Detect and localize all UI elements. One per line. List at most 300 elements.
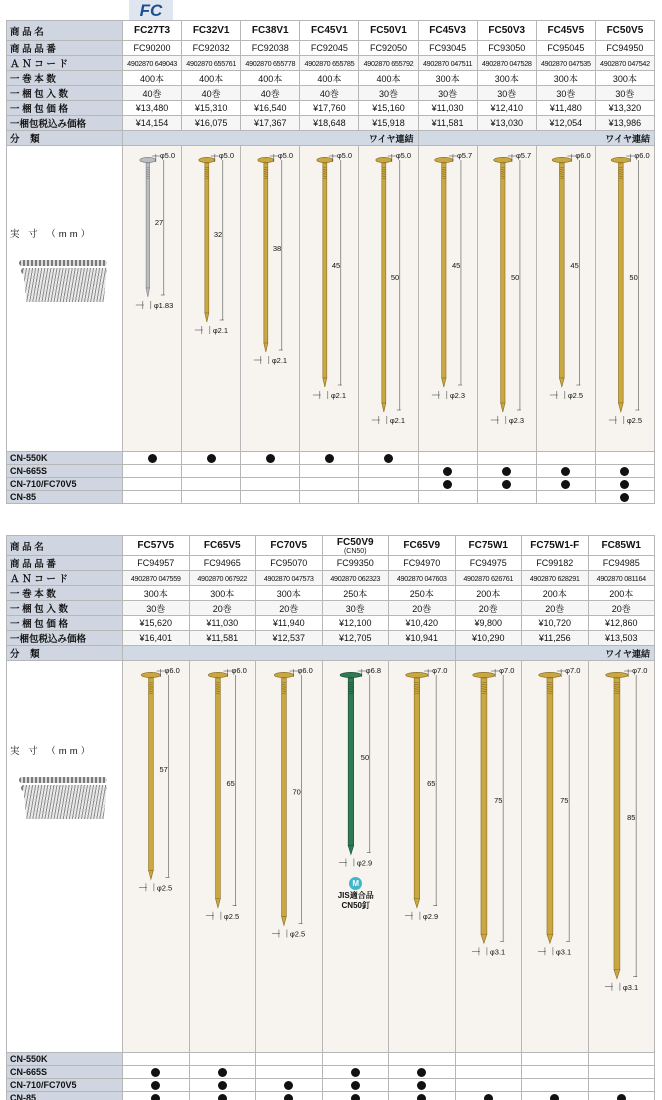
- compat-cell: [536, 452, 595, 465]
- cell-per_roll: [182, 71, 241, 86]
- nail-shank: [205, 163, 209, 313]
- shank-diameter-label: φ2.5: [223, 911, 239, 921]
- row-label: 一梱包税込み価格: [7, 116, 123, 131]
- value-price: ¥17,760: [313, 103, 346, 113]
- cell-per_pack: [189, 601, 256, 616]
- cell-code: [256, 556, 323, 571]
- cell-per_roll: [322, 586, 389, 601]
- cell-name: [241, 21, 300, 41]
- value-code: FC99350: [336, 558, 374, 568]
- cell-code: [123, 41, 182, 56]
- class-label: ワイヤ連結: [605, 133, 650, 144]
- tool-name: CN-550K: [7, 1053, 123, 1066]
- compat-cell: [189, 1079, 256, 1092]
- compat-bullet-icon: [443, 467, 452, 476]
- value-per_pack: 40巻: [142, 88, 162, 99]
- row-tool: [7, 452, 655, 465]
- cell-jan: [389, 571, 456, 586]
- compat-cell: [241, 465, 300, 478]
- cell-price_tax: [418, 116, 477, 131]
- value-price_tax: ¥12,537: [272, 633, 306, 643]
- value-jan: 4902870 047528: [481, 59, 532, 68]
- value-jan: 4902870 081164: [596, 574, 646, 583]
- compat-cell: [595, 452, 654, 465]
- nail-cell: [322, 661, 389, 1053]
- nail-shank: [559, 163, 564, 378]
- size-label: 実 寸 （mm）: [10, 746, 94, 757]
- value-code: FC93045: [429, 43, 467, 53]
- product-subname: (CN50): [343, 547, 367, 555]
- cell-code: [189, 556, 256, 571]
- head-diameter-label: φ5.0: [159, 151, 176, 160]
- nail-tip: [382, 403, 386, 412]
- compat-cell: [123, 452, 182, 465]
- compat-bullet-icon: [351, 1094, 360, 1100]
- compat-bullet-icon: [443, 480, 452, 489]
- row-code: [7, 556, 655, 571]
- value-price_tax: ¥16,401: [139, 633, 173, 643]
- nail-shank: [480, 678, 486, 934]
- cell-name: [595, 21, 654, 41]
- value-per_pack: 30巻: [497, 88, 517, 99]
- spec-table-2: [6, 535, 655, 1100]
- head-diameter-label: φ7.0: [565, 666, 581, 675]
- nail-shank: [441, 163, 445, 378]
- nail-cell: [389, 661, 456, 1053]
- row-name: [7, 536, 655, 556]
- cell-price_tax: [256, 631, 323, 646]
- brand-tab: FC: [129, 0, 173, 20]
- compat-bullet-icon: [617, 1094, 626, 1100]
- value-per_roll: 300本: [210, 588, 235, 599]
- cell-code: [389, 556, 456, 571]
- tool-name: CN-710/FC70V5: [7, 478, 123, 491]
- nail-head: [472, 672, 494, 677]
- class-label: ワイヤ連結: [368, 133, 414, 144]
- nail-head: [605, 672, 627, 677]
- compat-bullet-icon: [218, 1094, 227, 1100]
- row-per_roll: [7, 586, 655, 601]
- row-label: Ａ Ｎ コ ー ド: [7, 571, 123, 586]
- nail-diagram: [589, 661, 655, 1053]
- value-per_roll: 250本: [409, 588, 434, 599]
- jis-line2: CN50釘: [341, 900, 370, 910]
- row-name: [7, 21, 655, 41]
- class-group: [123, 646, 456, 661]
- shank-diameter-label: φ3.1: [622, 982, 638, 992]
- nail-shank: [348, 678, 354, 846]
- nail-tip: [205, 313, 209, 322]
- nail-cell: [359, 146, 418, 452]
- value-price: ¥13,480: [135, 103, 169, 113]
- product-name: FC50V9: [336, 536, 374, 548]
- compat-cell: [182, 465, 241, 478]
- row-classification: [7, 131, 655, 146]
- cell-price: [536, 101, 595, 116]
- row-label: 一 巻 本 数: [7, 71, 123, 86]
- value-code: FC92038: [251, 43, 289, 53]
- product-name: FC50V1: [370, 25, 407, 36]
- row-per_roll: [7, 71, 655, 86]
- head-diameter-label: φ5.7: [456, 151, 472, 160]
- value-jan: 4902870 655761: [186, 59, 237, 68]
- compat-bullet-icon: [284, 1081, 293, 1090]
- cell-jan: [455, 571, 522, 586]
- compat-cell: [256, 1079, 323, 1092]
- shank-diameter-label: φ2.1: [272, 356, 288, 365]
- value-price: ¥12,860: [604, 618, 638, 628]
- length-label: 32: [213, 229, 223, 239]
- value-per_pack: 30巻: [615, 88, 635, 99]
- nail-cell: [241, 146, 300, 452]
- value-price: ¥9,800: [474, 618, 503, 628]
- value-price_tax: ¥16,075: [194, 118, 228, 128]
- cell-per_pack: [123, 601, 190, 616]
- row-tool: [7, 478, 655, 491]
- shank-diameter-label: φ1.83: [153, 301, 174, 310]
- value-per_roll: 300本: [612, 73, 637, 84]
- cell-per_pack: [595, 86, 654, 101]
- cell-price: [300, 101, 359, 116]
- nail-diagram: [419, 146, 478, 452]
- cell-name: [123, 21, 182, 41]
- value-code: FC92045: [310, 43, 348, 53]
- cell-per_roll: [189, 586, 256, 601]
- value-price_tax: ¥18,648: [313, 118, 346, 128]
- length-label: 70: [292, 787, 301, 797]
- cell-name: [389, 536, 456, 556]
- value-code: FC92050: [369, 43, 407, 53]
- cell-code: [241, 41, 300, 56]
- coil-nail-image: [13, 246, 113, 306]
- value-per_roll: 300本: [143, 588, 168, 599]
- row-tool: [7, 491, 655, 504]
- cell-per_pack: [359, 86, 418, 101]
- nail-cell: [477, 146, 536, 452]
- jis-line1: JIS適合品: [337, 890, 374, 900]
- nail-diagram: [537, 146, 596, 452]
- compat-cell: [189, 1092, 256, 1100]
- nail-head: [493, 157, 511, 162]
- cell-per_pack: [455, 601, 522, 616]
- value-per_pack: 20巻: [611, 603, 631, 614]
- cell-name: [522, 536, 589, 556]
- cell-per_roll: [256, 586, 323, 601]
- value-code: FC95045: [547, 43, 585, 53]
- nail-tip: [282, 917, 287, 926]
- head-diameter-label: φ7.0: [432, 666, 448, 675]
- value-price: ¥13,320: [608, 103, 642, 113]
- value-price: ¥12,410: [490, 103, 523, 113]
- class-group: [123, 131, 419, 146]
- nail-tip: [146, 288, 149, 297]
- compat-bullet-icon: [351, 1081, 360, 1090]
- nail-diagram: [596, 146, 655, 452]
- value-code: FC90200: [133, 43, 171, 53]
- cell-per_pack: [588, 601, 655, 616]
- cell-per_roll: [359, 71, 418, 86]
- size-label: 実 寸 （mm）: [10, 229, 94, 240]
- compat-cell: [300, 478, 359, 491]
- value-per_roll: 300本: [435, 73, 460, 84]
- value-code: FC94965: [203, 558, 241, 568]
- value-price_tax: ¥12,054: [549, 118, 583, 128]
- product-name: FC57V5: [137, 540, 175, 551]
- compat-bullet-icon: [207, 454, 216, 463]
- product-name: FC65V9: [403, 540, 441, 551]
- cell-per_pack: [182, 86, 241, 101]
- cell-name: [588, 536, 655, 556]
- nail-diagram: [182, 146, 241, 452]
- cell-per_pack: [300, 86, 359, 101]
- cell-price_tax: [300, 116, 359, 131]
- value-per_pack: 30巻: [556, 88, 576, 99]
- length-label: 85: [626, 812, 635, 822]
- cell-name: [189, 536, 256, 556]
- nail-tip: [149, 870, 154, 879]
- compat-cell: [359, 478, 418, 491]
- cell-name: [123, 536, 190, 556]
- row-size-diagram: [7, 661, 655, 1053]
- cell-per_pack: [256, 601, 323, 616]
- cell-per_roll: [522, 586, 589, 601]
- nail-shank: [215, 678, 220, 899]
- nail-head: [199, 157, 215, 162]
- value-per_roll: 200本: [542, 588, 567, 599]
- compat-bullet-icon: [417, 1094, 426, 1100]
- nail-head: [340, 672, 362, 677]
- compat-bullet-icon: [620, 480, 629, 489]
- cell-code: [455, 556, 522, 571]
- cell-price_tax: [477, 116, 536, 131]
- compat-cell: [418, 465, 477, 478]
- value-per_roll: 200本: [476, 588, 501, 599]
- class-group: [455, 646, 655, 661]
- tool-name: CN-665S: [7, 1066, 123, 1079]
- product-name: FC38V1: [251, 25, 289, 36]
- value-per_pack: 30巻: [438, 88, 458, 99]
- cell-per_pack: [241, 86, 300, 101]
- value-jan: 4902870 655785: [304, 59, 355, 68]
- cell-name: [477, 21, 536, 41]
- tool-name: CN-550K: [7, 452, 123, 465]
- compat-cell: [256, 1092, 323, 1100]
- head-diameter-label: φ7.0: [498, 666, 514, 675]
- value-per_pack: 20巻: [412, 603, 432, 614]
- value-code: FC94970: [403, 558, 441, 568]
- row-jan: [7, 56, 655, 71]
- value-code: FC94985: [602, 558, 640, 568]
- value-per_roll: 400本: [140, 73, 165, 84]
- value-price: ¥12,100: [338, 618, 372, 628]
- product-name: FC50V3: [488, 25, 526, 36]
- cell-per_roll: [455, 586, 522, 601]
- value-price: ¥10,420: [405, 618, 439, 628]
- value-per_pack: 40巻: [319, 88, 339, 99]
- nail-tip: [480, 934, 486, 943]
- nail-shank: [613, 678, 619, 970]
- value-per_pack: 30巻: [378, 88, 398, 99]
- value-price: ¥11,940: [272, 618, 305, 628]
- compat-bullet-icon: [218, 1068, 227, 1077]
- nail-diagram: [123, 661, 189, 1053]
- tool-name: CN-85: [7, 491, 123, 504]
- value-per_pack: 20巻: [279, 603, 299, 614]
- value-jan: 4902870 626761: [463, 574, 514, 583]
- shank-diameter-label: φ2.5: [626, 416, 642, 425]
- nail-tip: [559, 378, 564, 387]
- value-price_tax: ¥10,941: [405, 633, 439, 643]
- compat-cell: [300, 465, 359, 478]
- value-per_pack: 30巻: [345, 603, 365, 614]
- cell-jan: [189, 571, 256, 586]
- product-name: FC45V1: [311, 25, 348, 36]
- length-label: 50: [629, 273, 638, 282]
- value-per_roll: 400本: [258, 73, 283, 84]
- nail-diagram: [323, 661, 389, 1053]
- cell-price: [418, 101, 477, 116]
- nail-tip: [323, 378, 327, 387]
- nail-shank: [146, 163, 149, 288]
- compat-bullet-icon: [325, 454, 334, 463]
- compat-cell: [123, 1066, 190, 1079]
- nail-diagram: [359, 146, 418, 452]
- compat-cell: [189, 1053, 256, 1066]
- cell-price_tax: [123, 116, 182, 131]
- cell-price: [588, 616, 655, 631]
- nail-tip: [441, 378, 445, 387]
- compat-bullet-icon: [620, 467, 629, 476]
- nail-diagram: [522, 661, 588, 1053]
- value-price_tax: ¥15,918: [372, 118, 405, 128]
- nail-head: [406, 672, 428, 677]
- compat-cell: [359, 491, 418, 504]
- nail-tip: [414, 899, 420, 908]
- row-jan: [7, 571, 655, 586]
- cell-per_roll: [389, 586, 456, 601]
- cell-per_pack: [418, 86, 477, 101]
- product-name: FC45V3: [429, 25, 466, 36]
- row-tool: [7, 1066, 655, 1079]
- compat-bullet-icon: [550, 1094, 559, 1100]
- tool-name: CN-710/FC70V5: [7, 1079, 123, 1092]
- cell-price: [256, 616, 323, 631]
- value-price: ¥11,480: [549, 103, 582, 113]
- compat-cell: [588, 1053, 655, 1066]
- compat-cell: [588, 1079, 655, 1092]
- cell-price_tax: [455, 631, 522, 646]
- compat-cell: [123, 491, 182, 504]
- cell-jan: [359, 56, 418, 71]
- compat-bullet-icon: [561, 467, 570, 476]
- nail-cell: [455, 661, 522, 1053]
- jis-mark-icon: M: [349, 877, 362, 890]
- value-price: ¥16,540: [254, 103, 287, 113]
- cell-per_roll: [536, 71, 595, 86]
- cell-price_tax: [123, 631, 190, 646]
- nail-head: [208, 672, 227, 677]
- shank-diameter-label: φ2.3: [449, 391, 465, 400]
- nail-tip: [547, 934, 553, 943]
- row-classification: [7, 646, 655, 661]
- cell-price_tax: [241, 116, 300, 131]
- cell-jan: [522, 571, 589, 586]
- value-jan: 4902870 047535: [540, 59, 591, 68]
- cell-jan: [595, 56, 654, 71]
- compat-cell: [189, 1066, 256, 1079]
- row-label: [7, 661, 123, 1053]
- nail-head: [317, 157, 333, 162]
- compat-bullet-icon: [384, 454, 393, 463]
- shank-diameter-label: φ2.5: [289, 929, 306, 939]
- value-price_tax: ¥11,256: [538, 633, 571, 643]
- value-price_tax: ¥11,581: [431, 118, 464, 128]
- value-jan: 4902870 047573: [263, 574, 314, 583]
- compat-cell: [300, 452, 359, 465]
- length-label: 65: [226, 778, 235, 788]
- nail-shank: [382, 163, 386, 403]
- cell-per_pack: [522, 601, 589, 616]
- value-price_tax: ¥12,705: [338, 633, 372, 643]
- cell-price_tax: [389, 631, 456, 646]
- value-per_pack: 20巻: [212, 603, 232, 614]
- row-label: 一 梱 包 入 数: [7, 601, 123, 616]
- nail-head: [140, 157, 156, 162]
- compat-bullet-icon: [351, 1068, 360, 1077]
- cell-per_roll: [123, 71, 182, 86]
- cell-code: [359, 41, 418, 56]
- row-label: 商 品 名: [7, 536, 123, 556]
- compat-bullet-icon: [151, 1068, 160, 1077]
- cell-price: [455, 616, 522, 631]
- nail-head: [552, 157, 571, 162]
- cell-code: [418, 41, 477, 56]
- product-name: FC50V5: [606, 25, 644, 36]
- value-jan: 4902870 067922: [197, 574, 248, 583]
- value-per_pack: 20巻: [545, 603, 565, 614]
- nail-shank: [414, 678, 420, 899]
- nail-tip: [215, 899, 220, 908]
- shank-diameter-label: φ2.1: [390, 416, 406, 425]
- nail-tip: [348, 846, 354, 855]
- shank-diameter-label: φ2.1: [212, 326, 229, 335]
- value-per_roll: 200本: [609, 588, 634, 599]
- cell-per_roll: [241, 71, 300, 86]
- row-price: [7, 616, 655, 631]
- cell-price: [322, 616, 389, 631]
- value-jan: 4902870 655792: [363, 59, 414, 68]
- row-price_tax: [7, 631, 655, 646]
- compat-cell: [588, 1066, 655, 1079]
- nail-shank: [149, 678, 154, 870]
- compat-cell: [418, 491, 477, 504]
- product-name: FC45V5: [547, 25, 585, 36]
- nail-cell: [123, 146, 182, 452]
- value-code: FC99182: [536, 558, 574, 568]
- compat-cell: [455, 1066, 522, 1079]
- compat-cell: [241, 491, 300, 504]
- row-label: 一 梱 包 価 格: [7, 101, 123, 116]
- compat-cell: [522, 1092, 589, 1100]
- row-label: 一 梱 包 入 数: [7, 86, 123, 101]
- product-name: FC27T3: [133, 25, 171, 36]
- value-per_pack: 40巻: [260, 88, 280, 99]
- class-label: ワイヤ連結: [605, 648, 650, 659]
- compat-bullet-icon: [284, 1094, 293, 1100]
- cell-name: [256, 536, 323, 556]
- cell-per_pack: [536, 86, 595, 101]
- length-label: 75: [493, 795, 502, 805]
